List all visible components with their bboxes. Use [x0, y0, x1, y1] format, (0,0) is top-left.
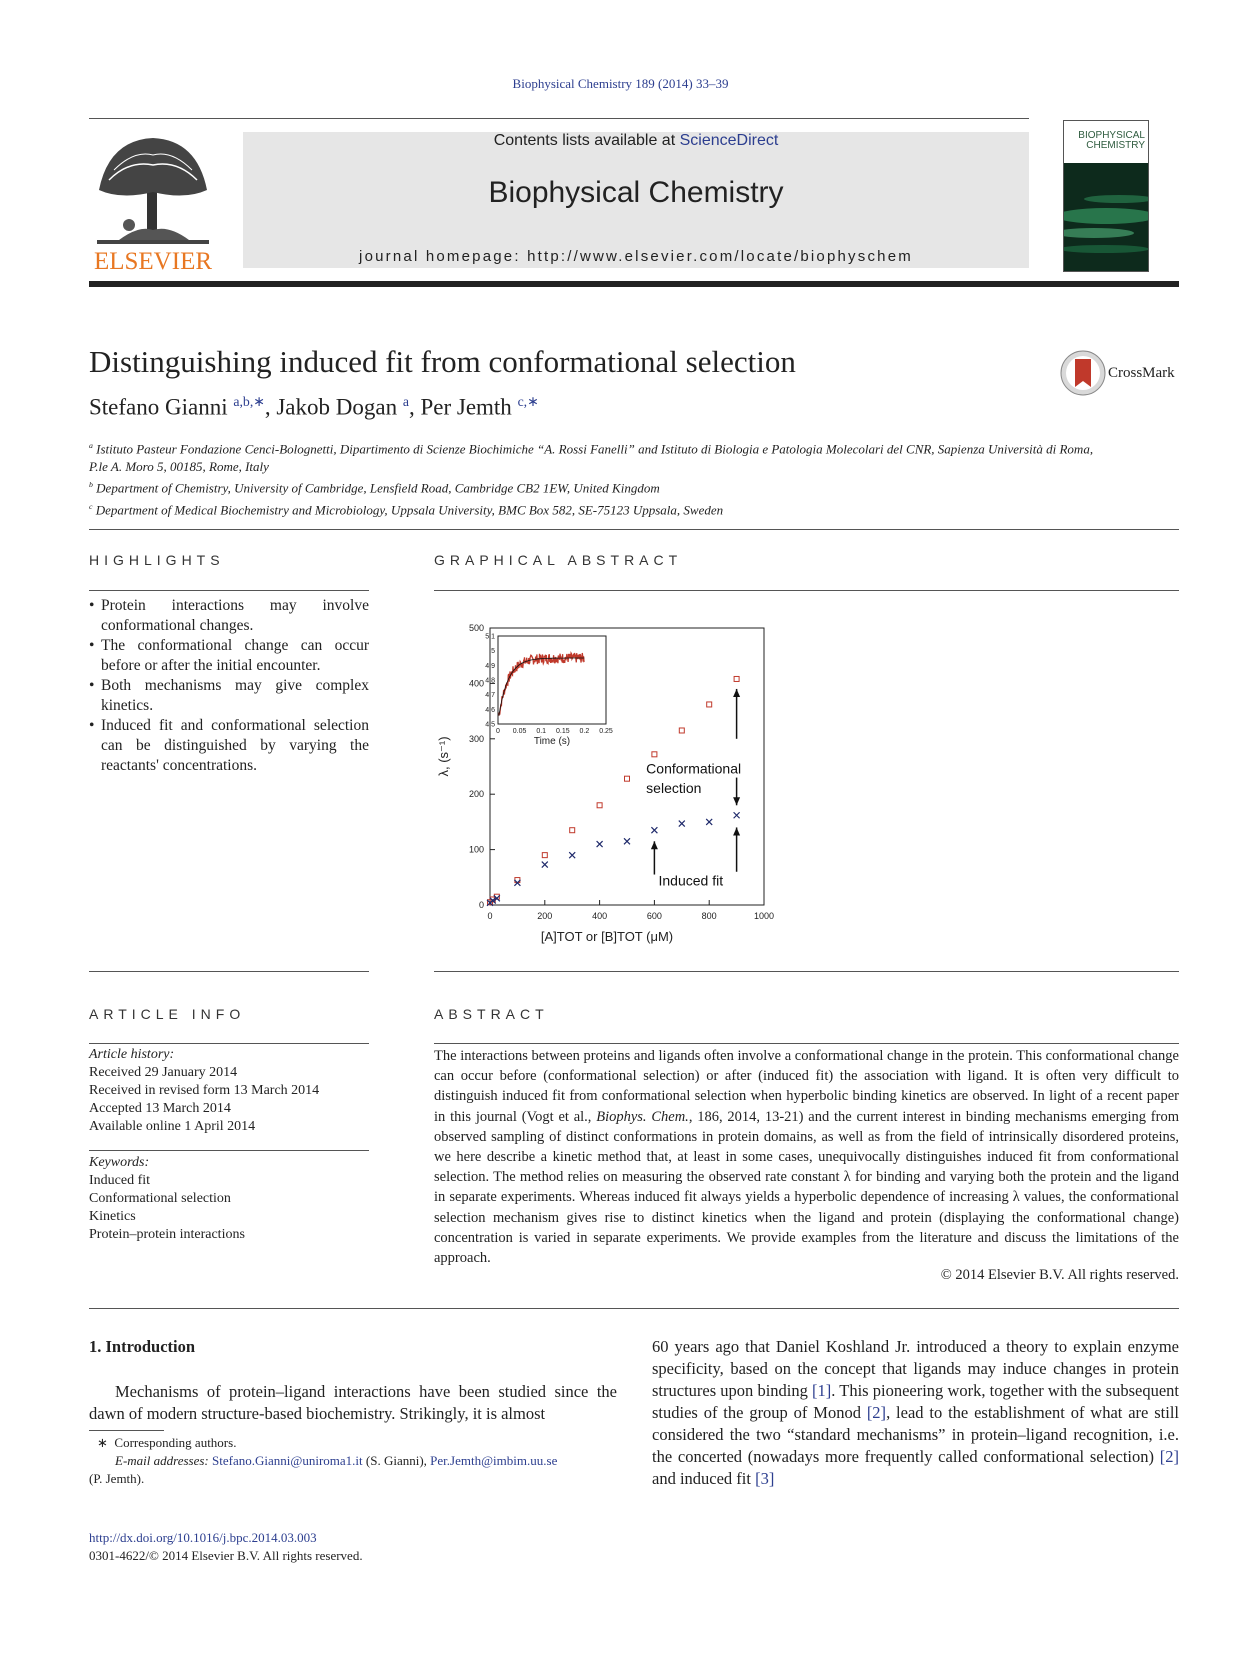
affiliation-text: Department of Medical Biochemistry and Microbiology, Uppsala University, BMC Box 582, SE-75123 Uppsala, Sweden [95, 501, 724, 517]
y-tick-label: 200 [468, 789, 484, 800]
contents-prefix: Contents lists available at [493, 132, 676, 149]
intro-text: . This pioneering work, together with the subsequent studies of the group of Monod [652, 1381, 1179, 1422]
abstract-heading: ABSTRACT [434, 1006, 549, 1022]
article-history-label: Article history: [89, 1047, 175, 1062]
inset-y-tick-label: 4.5 [485, 721, 495, 729]
highlight-item: • Both mechanisms may give complex kinetics. [89, 676, 369, 716]
inset-x-tick-label: 0.05 [512, 728, 527, 735]
affiliations [89, 437, 1179, 519]
highlights-list [89, 596, 369, 776]
affiliation-b [89, 476, 1179, 497]
x-tick-label: 800 [701, 911, 717, 921]
crossmark-icon [1060, 350, 1106, 396]
email-owner: (P. Jemth). [89, 1471, 145, 1486]
conformational-selection-point [707, 702, 712, 707]
author-name: Per Jemth [420, 394, 512, 420]
y-tick-label: 400 [468, 678, 484, 689]
author-name: Stefano Gianni [89, 394, 228, 420]
inset-x-tick-label: 0.2 [579, 728, 590, 735]
publisher-name: ELSEVIER [93, 248, 213, 275]
affiliation-a [89, 437, 1179, 476]
footnote-star: ∗ [97, 1435, 108, 1450]
header-thick-rule [89, 281, 1179, 287]
highlights-heading: HIGHLIGHTS [89, 552, 225, 568]
keyword: Conformational selection [89, 1191, 231, 1206]
author-list: Stefano Gianni $^{a,b,∗}$, Jakob Dogan $^a$, Per Jemth $^{c,∗}$ [89, 394, 539, 420]
inset-x-tick-label: 0.1 [536, 728, 547, 735]
x-tick-label: 400 [592, 911, 608, 921]
inset-y-tick-label: 4.9 [485, 662, 495, 670]
email-link[interactable]: Stefano.Gianni@uniroma1.it [212, 1453, 363, 1468]
y-tick-label: 0 [478, 900, 484, 910]
inset-x-tick-label: 0.25 [599, 728, 613, 735]
abstract-copyright: © 2014 Elsevier B.V. All rights reserved. [940, 1267, 1179, 1283]
history-entry: Available online 1 April 2014 [89, 1119, 256, 1134]
keywords [89, 1154, 369, 1244]
y-axis-label: λ, (s⁻¹) [436, 736, 451, 777]
affiliation-marker: c [89, 501, 93, 511]
inset-frame [498, 636, 606, 724]
cover-title-line-1: BIOPHYSICAL [1078, 130, 1145, 141]
footnotes [89, 1434, 617, 1488]
x-tick-label: 200 [537, 911, 553, 921]
affiliation-marker: a [89, 441, 93, 450]
highlight-item: • The conformational change can occur before or after the initial encounter. [89, 636, 369, 676]
induced-fit-arrow-left-head [651, 841, 658, 849]
abstract-journal-ref: Biophys. Chem. [596, 1108, 689, 1125]
induced-fit-point [597, 841, 603, 847]
footnote-rule [89, 1430, 164, 1431]
affiliation-marker: b [89, 480, 93, 490]
inset-y-tick-label: 5.1 [485, 633, 495, 641]
annotation-induced-fit: Induced fit [658, 872, 724, 889]
journal-cover[interactable] [1063, 120, 1149, 272]
induced-fit-point [706, 819, 712, 825]
contents-line [243, 132, 1029, 150]
inset-y-tick-label: 4.6 [485, 706, 495, 714]
induced-fit-point [679, 821, 685, 827]
x-tick-label: 600 [646, 911, 662, 921]
induced-fit-arrow-right-head [733, 827, 740, 835]
elsevier-logo [89, 130, 217, 276]
journal-reference[interactable]: Biophysical Chemistry 189 (2014) 33–39 [512, 76, 729, 91]
abstract-text [434, 1046, 1179, 1268]
x-tick-label: 1000 [753, 911, 775, 921]
keywords-label: Keywords: [89, 1155, 150, 1170]
annotation-selection: selection [646, 780, 702, 797]
conformational-selection-point [679, 728, 684, 733]
doi-link[interactable]: http://dx.doi.org/10.1016/j.bpc.2014.03.003 [89, 1530, 317, 1545]
author-name: Jakob Dogan [276, 394, 398, 420]
conformational-selection-point [652, 752, 657, 757]
graphical-abstract-heading: GRAPHICAL ABSTRACT [434, 552, 683, 568]
email-label: E-mail addresses: [115, 1453, 209, 1468]
journal-banner [243, 132, 1029, 268]
affiliation-text: Istituto Pasteur Fondazione Cenci-Bolognetti, Dipartimento di Scienze Biochimiche “A. Rossi Fanelli” and Istituto di Biologia e Patologia Molecolari del CNR, Sapienza Università di Roma, [96, 441, 1094, 457]
conformational-selection-point [542, 853, 547, 858]
x-axis-label: [A]TOT or [B]TOT (μM) [540, 929, 674, 944]
issn-copyright: 0301-4622/© 2014 Elsevier B.V. All rights reserved. [89, 1548, 363, 1563]
sciencedirect-link[interactable]: ScienceDirect [679, 132, 779, 149]
x-tick-label: 0 [487, 911, 493, 921]
conformational-selection-point [597, 803, 602, 808]
conformational-selection-point [625, 776, 630, 781]
induced-fit-point [734, 812, 740, 818]
tree-icon [89, 130, 217, 250]
keyword: Induced fit [89, 1173, 151, 1188]
abstract-body-cont: , 186, 2014, 13-21) and the current interest in binding mechanisms emerging from observed sampling of distinct conformations in protein domains, as well as from the field of intrinsically disordered proteins, we here describe a kinetic method that, at least in some cases, unequivocally distinguishes induced fit from conformational selection. The method relies on measuring the observed rate constant λ for binding and varying both the protein and the ligand in separate experiments. Whereas induced fit always yields a hyperbolic dependence of increasing λ values, the conformational selection mechanism gives rise to distinct kinetics when the ligand and protein (displaying the conformational change) concentration is varied in separate experiments. We provide examples from the literature and discuss the limitations of the approach. [434, 1108, 1179, 1267]
graphical-abstract-chart [420, 610, 780, 955]
author-affiliation-marker[interactable]: a [402, 394, 409, 409]
keyword: Protein–protein interactions [89, 1227, 245, 1242]
crossmark-label: CrossMark [1108, 365, 1175, 381]
conformational-selection-point [734, 676, 739, 681]
section-heading: 1. Introduction [89, 1337, 196, 1356]
inset-y-tick-label: 4.8 [485, 677, 495, 685]
affiliation-c [89, 498, 1179, 519]
intro-text: 60 years ago that Daniel Koshland Jr. introduced a theory to explain enzyme specificity, based on the concept that ligands may induce changes in protein structures upon binding [652, 1337, 1179, 1400]
citation-link[interactable]: [2] [1159, 1447, 1179, 1466]
email-link[interactable]: Per.Jemth@imbim.uu.se [430, 1453, 558, 1468]
annotation-conformational: Conformational [646, 760, 742, 777]
crossmark-badge[interactable] [1060, 350, 1180, 398]
intro-paragraph-1: Mechanisms of protein–ligand interactions have been studied since the dawn of modern structure-based biochemistry. Strikingly, it is almost [89, 1382, 617, 1423]
email-owner: (S. Gianni), [365, 1453, 427, 1468]
history-entry: Received 29 January 2014 [89, 1065, 238, 1080]
article-history [89, 1046, 369, 1136]
cover-title [1064, 131, 1148, 151]
history-entry: Accepted 13 March 2014 [89, 1101, 231, 1116]
footnote-corresponding: Corresponding authors. [114, 1435, 237, 1450]
highlight-item: • Induced fit and conformational selection can be distinguished by varying the reactants' concentrations. [89, 716, 369, 776]
citation-link[interactable]: [3] [755, 1469, 775, 1488]
conformational-selection-arrow-head [733, 689, 740, 697]
inset-y-tick-label: 4.7 [485, 692, 495, 700]
inset-y-tick-label: 5 [491, 648, 495, 656]
induced-fit-point [624, 838, 630, 844]
inset-x-tick-label: 0.15 [555, 728, 570, 735]
cover-title-line-2: CHEMISTRY [1086, 140, 1145, 151]
induced-fit-point [651, 827, 657, 833]
induced-fit-point [569, 852, 575, 858]
intro-text: , lead to the establishment of what are still considered the two “standard mechanisms” in protein–ligand recognition, i.e. the concerted (nowadays more frequently called conformational selection) [652, 1403, 1179, 1466]
conformational-selection-point [570, 828, 575, 833]
author-affiliation-marker[interactable]: a,b,∗ [233, 394, 265, 409]
history-entry: Received in revised form 13 March 2014 [89, 1083, 320, 1098]
intro-text: and induced fit [652, 1469, 756, 1488]
abstract-body: The interactions between proteins and ligands often involve a conformational change in the protein. This conformational change can occur before (conformational selection) or after (induced fit) the association with ligand. It is often very difficult to distinguish induced fit from conformational selection when hyperbolic binding kinetics are observed. In light of a recent paper in this journal (Vogt et al., [434, 1048, 1179, 1125]
article-info-heading: ARTICLE INFO [89, 1006, 246, 1022]
author-affiliation-marker[interactable]: c,∗ [517, 394, 539, 409]
highlight-item: • Protein interactions may involve conformational changes. [89, 596, 369, 636]
intro-paragraph-2 [652, 1336, 1179, 1490]
inset-x-label: Time (s) [533, 736, 571, 747]
y-tick-label: 300 [468, 733, 484, 744]
inset-x-tick-label: 0 [496, 728, 500, 735]
journal-homepage[interactable]: journal homepage: http://www.elsevier.com/locate/biophyschem [359, 248, 913, 265]
y-tick-label: 500 [468, 623, 484, 633]
keyword: Kinetics [89, 1209, 136, 1224]
affiliation-text: Department of Chemistry, University of Cambridge, Lensfield Road, Cambridge CB2 1EW, United Kingdom [96, 480, 660, 496]
y-tick-label: 100 [468, 844, 484, 855]
induced-fit-point [542, 862, 548, 868]
affiliation-text-cont: P.le A. Moro 5, 00185, Rome, Italy [89, 459, 269, 475]
arrow-down-to-induced-fit-head [733, 797, 740, 805]
citation-link[interactable]: [2] [866, 1403, 887, 1422]
article-title: Distinguishing induced fit from conformational selection [89, 344, 796, 379]
citation-link[interactable]: [1] [812, 1381, 832, 1400]
journal-title: Biophysical Chemistry [488, 176, 784, 209]
